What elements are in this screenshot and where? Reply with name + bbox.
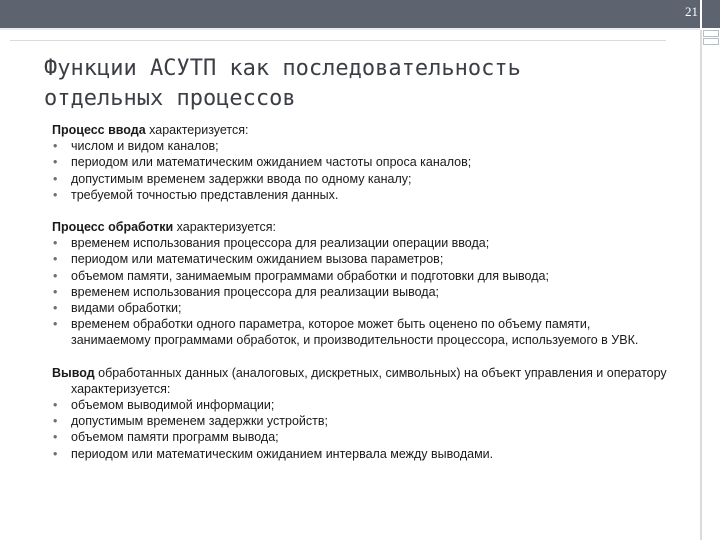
decor-box: [703, 38, 719, 45]
decor-box: [703, 30, 719, 37]
section-intro-text: обработанных данных (аналоговых, дискретных, символьных) на объект управления и оператору характеризуется:: [71, 365, 667, 396]
list-item: • числом и видом каналов;: [52, 138, 672, 154]
list-item: • периодом или математическим ожиданием частоты опроса каналов;: [52, 154, 672, 170]
list-item: • допустимым временем задержки устройств;: [52, 413, 672, 429]
section-heading: Вывод: [52, 365, 95, 380]
list-item: • объемом памяти, занимаемым программами обработки и подготовки для вывода;: [52, 268, 672, 284]
bullet-list: [52, 397, 672, 462]
top-bar-corner: [702, 0, 720, 28]
section-intro: [52, 365, 672, 397]
list-item: • временем использования процессора для реализации операции ввода;: [52, 235, 672, 251]
title-line-2: отдельных процессов: [44, 86, 296, 111]
slide-body: [52, 122, 672, 478]
section-heading: Процесс обработки: [52, 220, 174, 235]
section-intro: [52, 219, 672, 235]
slide-title: [44, 54, 664, 114]
section-intro: [52, 122, 672, 138]
bullet-list: [52, 138, 672, 203]
top-bar: [0, 0, 700, 28]
list-item: • требуемой точностью представления данных.: [52, 187, 672, 203]
list-item: • объемом выводимой информации;: [52, 397, 672, 413]
list-item: • видами обработки;: [52, 300, 672, 316]
bullet-list: [52, 235, 672, 348]
section-intro-text: характеризуется:: [173, 220, 276, 235]
list-item: • допустимым временем задержки ввода по одному каналу;: [52, 171, 672, 187]
section-processing: [52, 219, 672, 349]
page-number: 21: [685, 4, 698, 19]
list-item: • объемом памяти программ вывода;: [52, 429, 672, 445]
title-line-1: Функции АСУТП как последовательность: [44, 56, 521, 81]
section-intro-text: характеризуется:: [145, 123, 249, 137]
list-item: • временем обработки одного параметра, которое может быть оценено по объему памяти, занимаемому программами обработок, и производительности процессора, используемого в УВК.: [52, 316, 672, 348]
list-item: • временем использования процессора для реализации вывода;: [52, 284, 672, 300]
section-input-process: [52, 122, 672, 203]
list-item: • периодом или математическим ожиданием интервала между выводами.: [52, 446, 672, 462]
section-output: [52, 365, 672, 462]
section-heading: Процесс ввода: [52, 123, 146, 137]
header-accent-line: [0, 28, 700, 30]
list-item: • периодом или математическим ожиданием вызова параметров;: [52, 251, 672, 267]
title-rule: [10, 40, 666, 41]
right-border-rule: [700, 30, 702, 540]
